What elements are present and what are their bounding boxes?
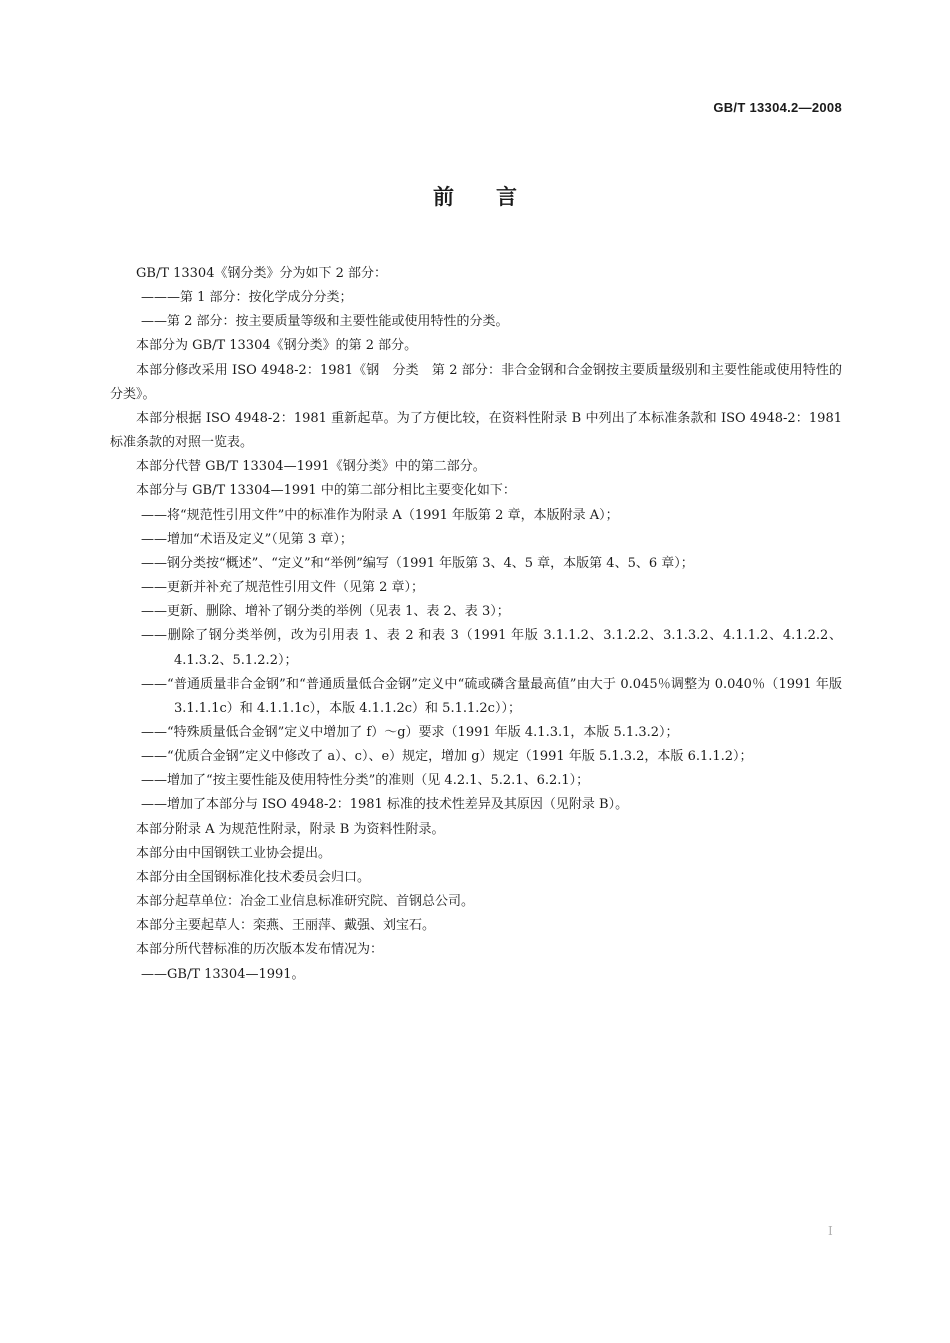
list-item: ——更新、删除、增补了钢分类的举例（见表 1、表 2、表 3）；: [141, 604, 510, 620]
paragraph: 本部分所代替标准的历次版本发布情况为：: [136, 942, 384, 958]
paragraph: 本部分附录 A 为规范性附录，附录 B 为资料性附录。: [136, 821, 445, 837]
list-item: ——第 2 部分：按主要质量等级和主要性能或使用特性的分类。: [141, 314, 509, 330]
standard-number: GB/T 13304.2—2008: [713, 100, 842, 115]
list-item: ——将“规范性引用文件”中的标准作为附录 A（1991 年版第 2 章，本版附录 A）；: [141, 507, 619, 523]
paragraph: 本部分根据 ISO 4948-2：1981 重新起草。为了方便比较，在资料性附录 B 中列出了本标准条款和 ISO 4948-2：1981 标准条款的对照一览表。: [110, 410, 842, 451]
paragraph: 本部分主要起草人：栾燕、王丽萍、戴强、刘宝石。: [136, 918, 436, 934]
paragraph: 本部分代替 GB/T 13304—1991《钢分类》中的第二部分。: [136, 459, 486, 475]
paragraph: 本部分修改采用 ISO 4948-2：1981《钢 分类 第 2 部分：非合金钢和合金钢按主要质量级别和主要性能或使用特性的分类》。: [110, 362, 842, 402]
list-item: ——“普通质量非合金钢”和“普通质量低合金钢”定义中“硫或磷含量最高值”由大于 0.045％调整为 0.040％（1991 年版 3.1.1.1c）和 4.1.1.1c），本版 4.1.1.2c）和 5.1.1.2c））；: [141, 676, 842, 716]
list-item: ——增加“术语及定义”（见第 3 章）；: [141, 531, 353, 547]
list-item: ——增加了“按主要性能及使用特性分类”的准则（见 4.2.1、5.2.1、6.2.1）；: [141, 773, 590, 789]
paragraph: 本部分起草单位：冶金工业信息标准研究院、首钢总公司。: [136, 894, 475, 910]
list-item: ——GB/T 13304—1991。: [141, 966, 305, 982]
list-item: ——增加了本部分与 ISO 4948-2：1981 标准的技术性差异及其原因（见附录 B）。: [141, 797, 629, 813]
paragraph: GB/T 13304《钢分类》分为如下 2 部分：: [136, 266, 388, 281]
paragraph: 本部分由全国钢标准化技术委员会归口。: [136, 869, 371, 885]
list-item: ———第 1 部分：按化学成分分类；: [141, 290, 353, 306]
page-title: 前言: [433, 185, 559, 209]
paragraph: 本部分与 GB/T 13304—1991 中的第二部分相比主要变化如下：: [136, 483, 516, 499]
list-item: ——钢分类按“概述”、“定义”和“举例”编写（1991 年版第 3、4、5 章，本版第 4、5、6 章）；: [141, 555, 694, 571]
list-item: ——更新并补充了规范性引用文件（见第 2 章）；: [141, 580, 425, 596]
page-number: I: [828, 1224, 833, 1238]
list-item: ——“优质合金钢”定义中修改了 a）、c）、e）规定，增加 g）规定（1991 年版 5.1.3.2，本版 6.1.1.2）；: [141, 749, 753, 765]
list-item: ——删除了钢分类举例，改为引用表 1、表 2 和表 3（1991 年版 3.1.1.2、3.1.2.2、3.1.3.2、4.1.1.2、4.1.2.2、4.1.3.2、5.1.2.2）；: [141, 628, 842, 668]
paragraph: 本部分为 GB/T 13304《钢分类》的第 2 部分。: [136, 338, 418, 354]
foreword-body: [110, 262, 842, 987]
list-item: ——“特殊质量低合金钢”定义中增加了 f）～g）要求（1991 年版 4.1.3.1，本版 5.1.3.2）；: [141, 724, 679, 740]
paragraph: 本部分由中国钢铁工业协会提出。: [136, 845, 332, 861]
